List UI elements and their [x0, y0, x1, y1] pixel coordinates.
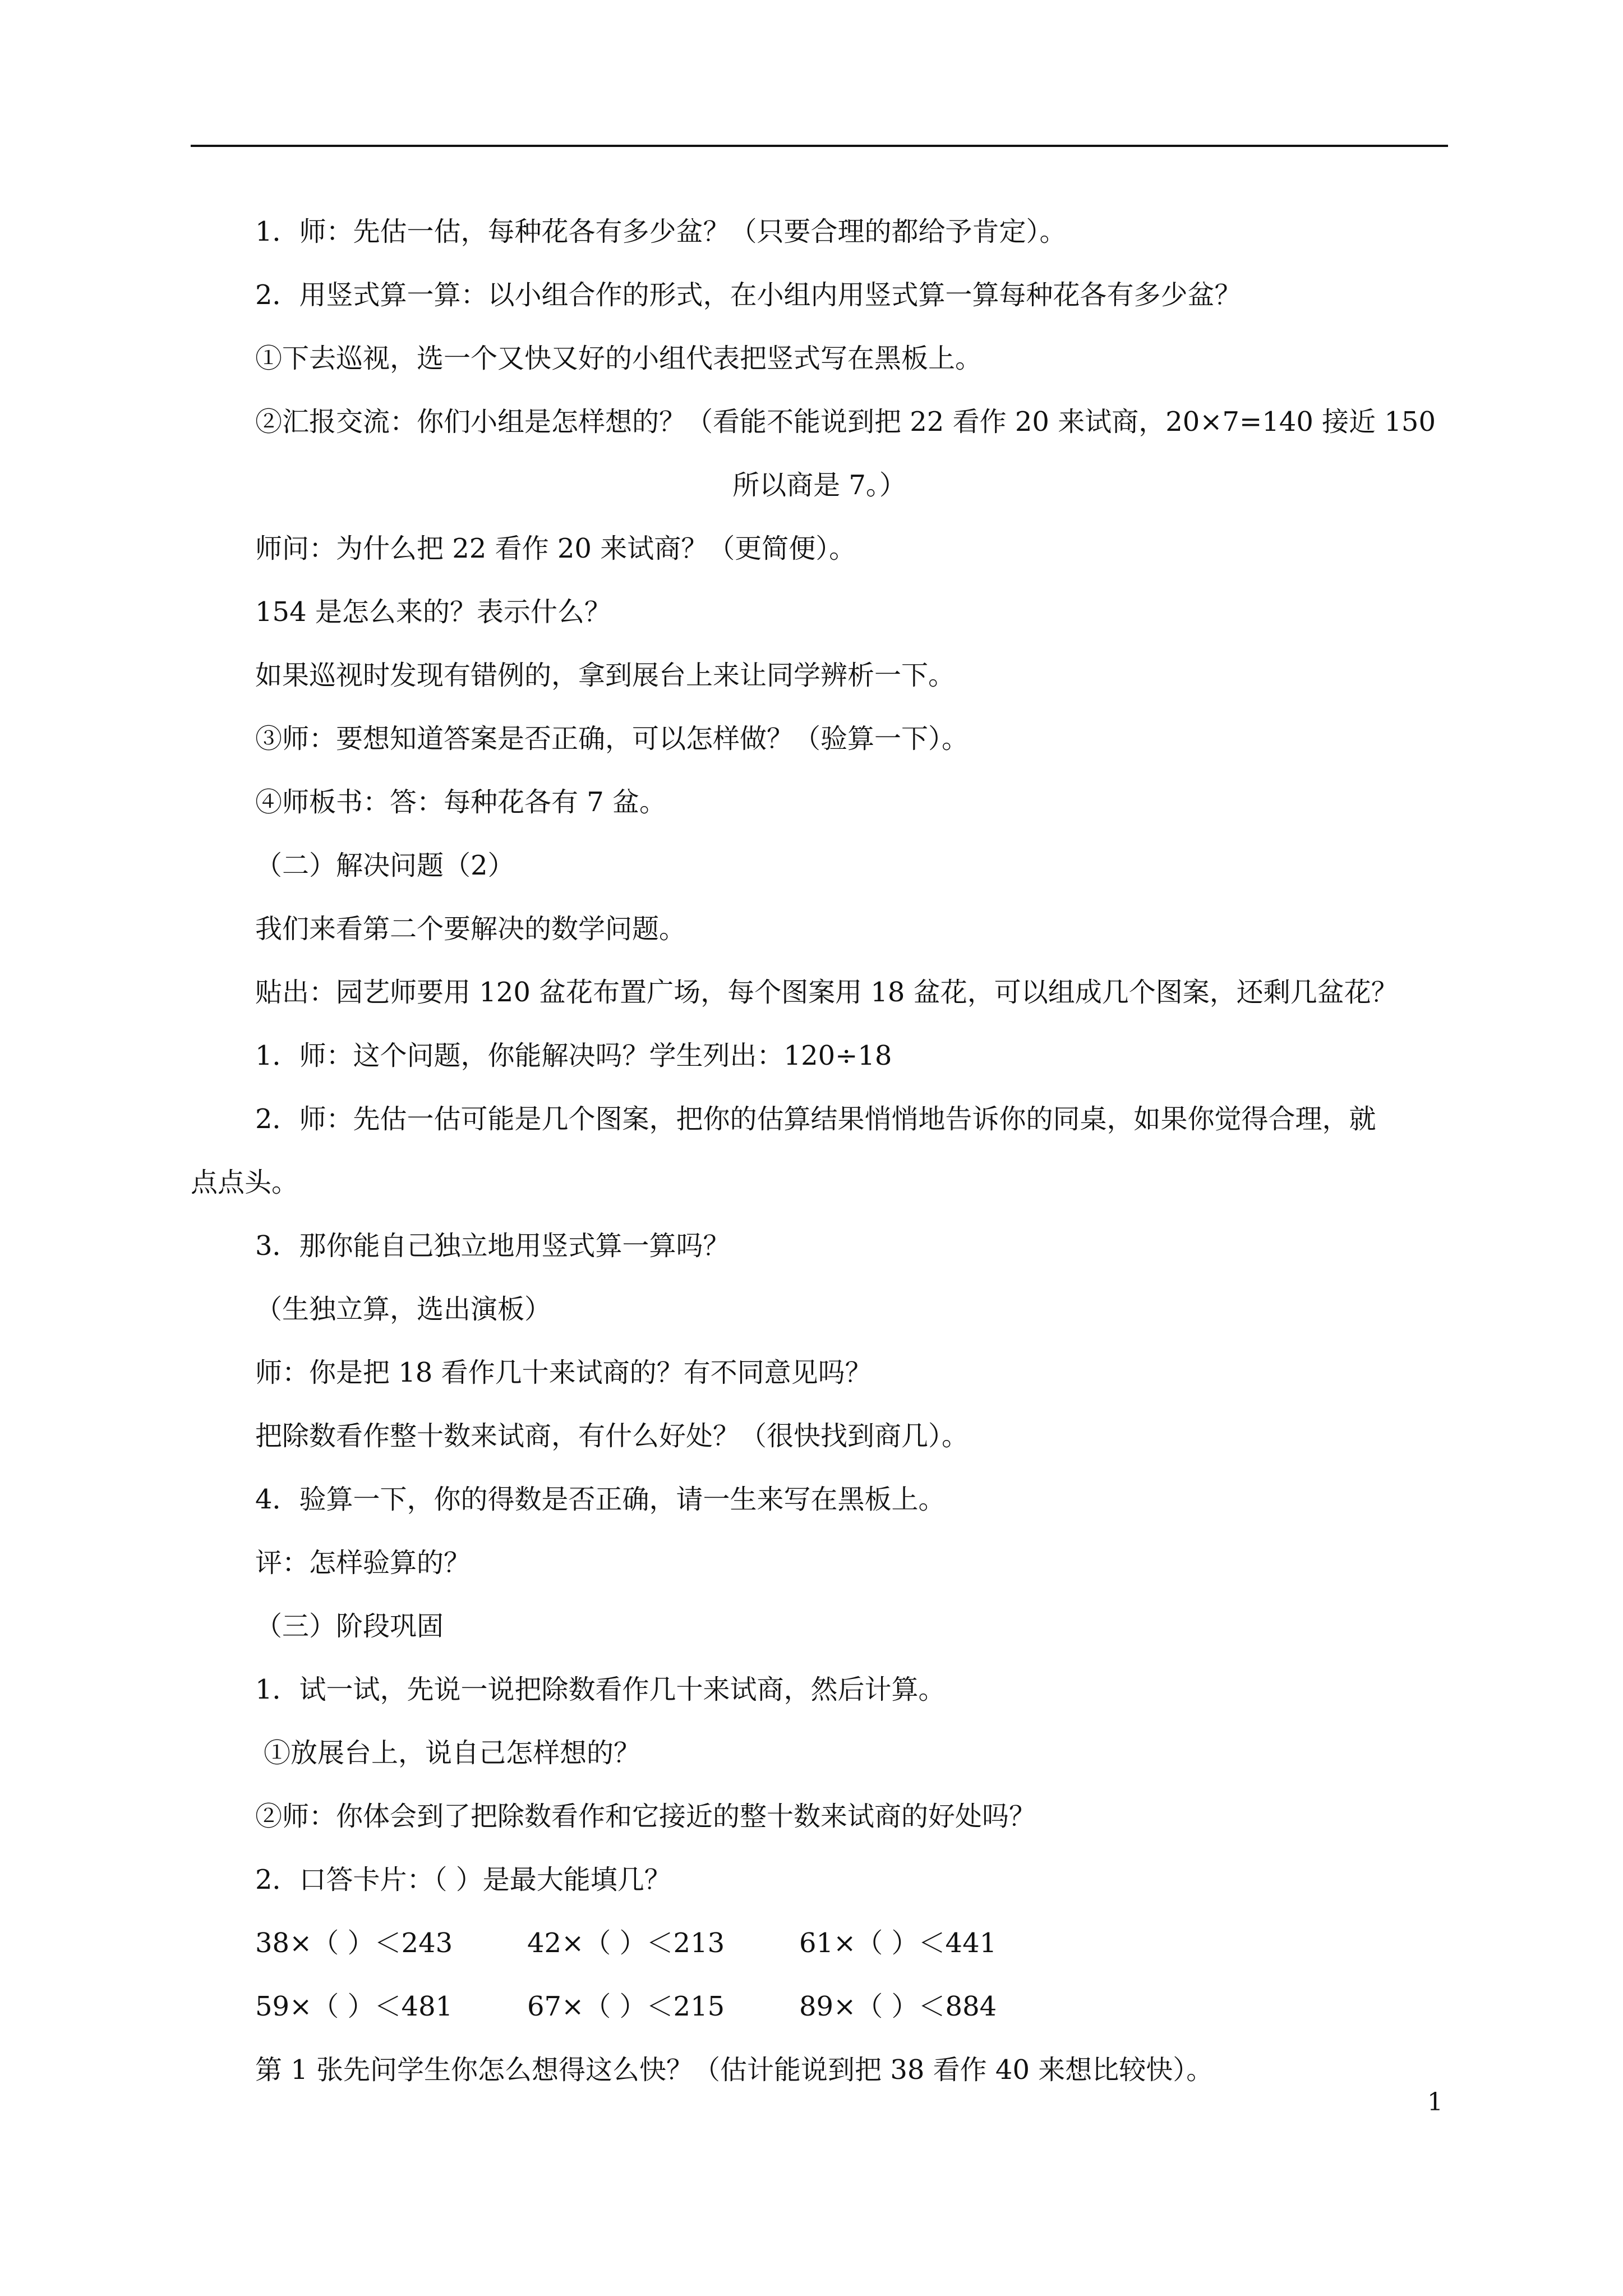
text-line: 点点头。 [191, 1167, 299, 1198]
card-expression: 61×（ ）＜441 [799, 1927, 997, 1959]
card-expression: 89×（ ）＜884 [799, 1991, 997, 2022]
text-line: 154 是怎么来的？表示什么？ [255, 596, 611, 628]
text-line: 师问：为什么把 22 看作 20 来试商？（更简便）。 [255, 533, 856, 564]
card-expression: 38×（ ）＜243 [255, 1927, 453, 1959]
text-line: 我们来看第二个要解决的数学问题。 [255, 913, 686, 945]
text-line: 2．用竖式算一算：以小组合作的形式，在小组内用竖式算一算每种花各有多少盆？ [255, 279, 1242, 311]
text-line: （生独立算，选出演板） [255, 1294, 552, 1325]
text-line: 1．师：先估一估，每种花各有多少盆？（只要合理的都给予肯定）。 [255, 216, 1067, 247]
section-heading: （三）阶段巩固 [255, 1611, 444, 1642]
card-expression: 59×（ ）＜481 [255, 1991, 453, 2022]
text-line: ①下去巡视，选一个又快又好的小组代表把竖式写在黑板上。 [255, 343, 983, 374]
text-line: ②师：你体会到了把除数看作和它接近的整十数来试商的好处吗？ [255, 1801, 1036, 1832]
text-line: 1．师：这个问题，你能解决吗？学生列出：120÷18 [255, 1040, 892, 1071]
text-line: 2．口答卡片：（ ）是最大能填几？ [255, 1864, 671, 1895]
text-line: 2．师：先估一估可能是几个图案，把你的估算结果悄悄地告诉你的同桌，如果你觉得合理，就 [255, 1103, 1376, 1135]
text-line: ②汇报交流：你们小组是怎样想的？（看能不能说到把 22 看作 20 来试商，20×7=140 接近 150 [255, 406, 1436, 438]
text-line: 评：怎样验算的？ [255, 1547, 471, 1579]
card-expression: 67×（ ）＜215 [527, 1991, 725, 2022]
text-line: 4．验算一下，你的得数是否正确，请一生来写在黑板上。 [255, 1484, 946, 1515]
text-line: 3．那你能自己独立地用竖式算一算吗？ [255, 1230, 730, 1262]
header-rule [191, 145, 1448, 147]
text-line: 如果巡视时发现有错例的，拿到展台上来让同学辨析一下。 [255, 660, 956, 691]
text-line: 师：你是把 18 看作几十来试商的？有不同意见吗？ [255, 1357, 872, 1388]
text-line: ①放展台上，说自己怎样想的？ [264, 1737, 641, 1769]
text-line: ③师：要想知道答案是否正确，可以怎样做？（验算一下）。 [255, 723, 969, 754]
text-line: 第 1 张先问学生你怎么想得这么快？（估计能说到把 38 看作 40 来想比较快）。 [255, 2054, 1214, 2086]
text-line: 1．试一试，先说一说把除数看作几十来试商，然后计算。 [255, 1674, 946, 1705]
text-line: ④师板书：答：每种花各有 7 盆。 [255, 786, 667, 818]
text-line: 把除数看作整十数来试商，有什么好处？（很快找到商几）。 [255, 1420, 969, 1452]
section-heading: （二）解决问题（2） [255, 850, 515, 881]
page-number: 1 [1427, 2088, 1443, 2116]
text-line-centered: 所以商是 7。） [732, 470, 906, 501]
text-line: 贴出：园艺师要用 120 盆花布置广场，每个图案用 18 盆花，可以组成几个图案，还剩几盆花？ [255, 977, 1398, 1008]
card-expression: 42×（ ）＜213 [527, 1927, 725, 1959]
